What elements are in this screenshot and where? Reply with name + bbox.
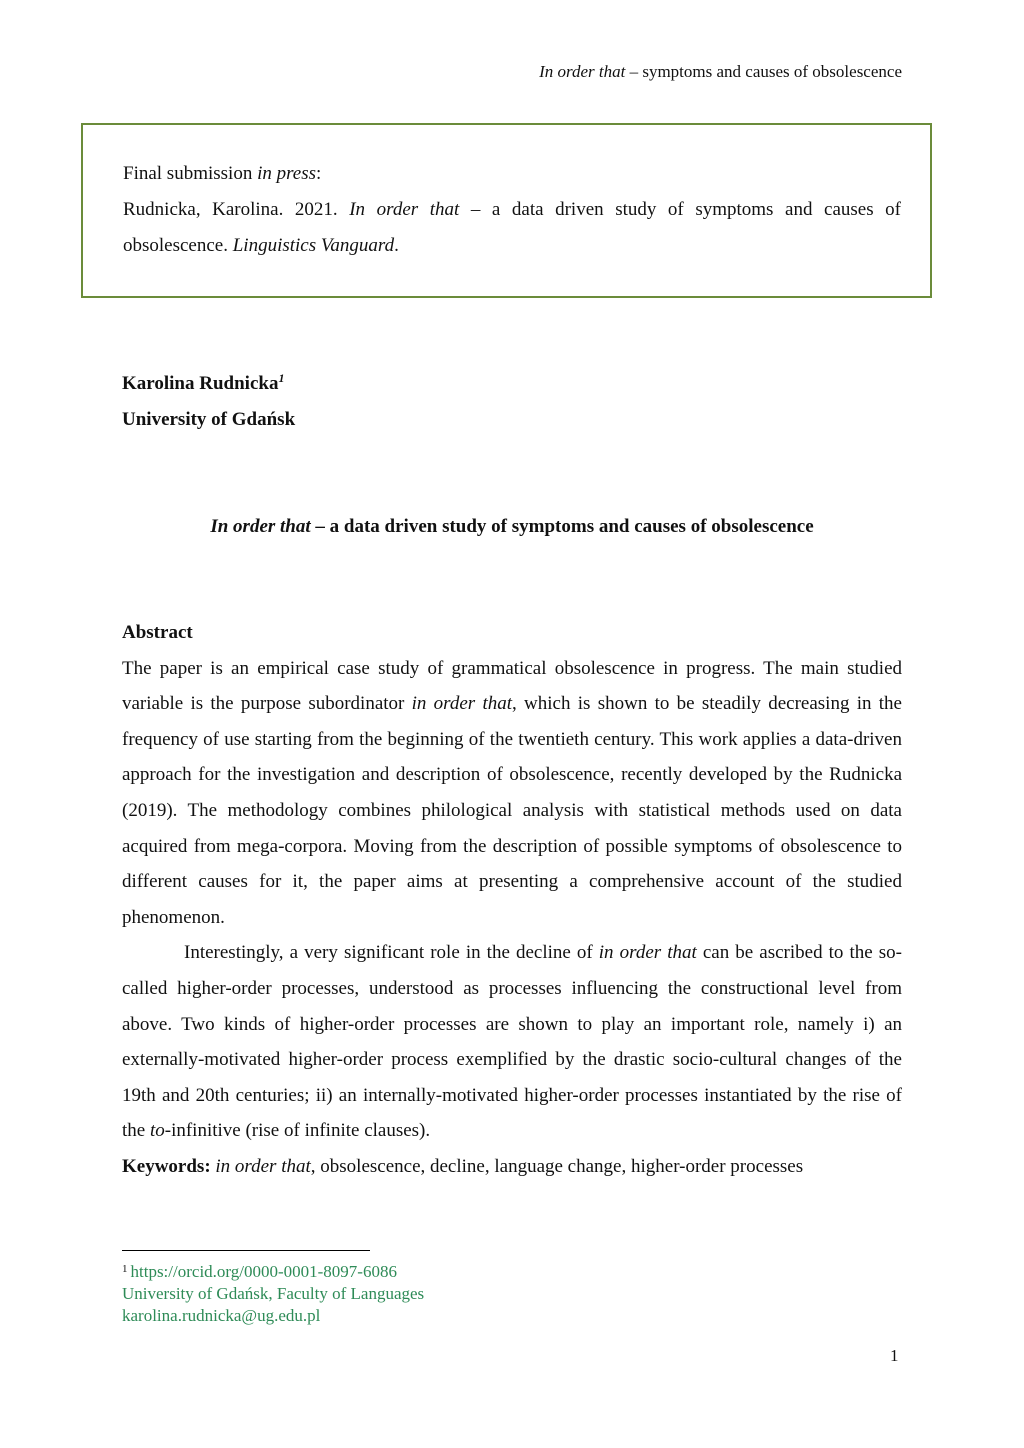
keywords-label: Keywords: [122, 1155, 211, 1177]
author-name-line [122, 366, 295, 402]
keywords-italic: in order that [215, 1155, 311, 1177]
abstract-paragraph-1 [122, 651, 902, 936]
abstract-section [122, 615, 902, 1185]
running-head-italic: In order that [539, 62, 626, 81]
abstract-p2-text-c: -infinitive (rise of infinite clauses). [164, 1120, 431, 1142]
orcid-link[interactable]: https://orcid.org/0000-0001-8097-6086 [130, 1262, 397, 1281]
abstract-p1-text-b: , which is shown to be steadily decreasing in the frequency of use starting from the beginning of the twentieth century. This work applies a data-driven approach for the investigation and description of obsolescence, recently developed by the Rudnicka (2019). The methodology combines philological analysis with statistical methods used on data acquired from mega-corpora. Moving from the description of possible symptoms of obsolescence to different causes for it, the paper aims at presenting a comprehensive account of the studied phenomenon. [122, 693, 902, 928]
author-name: Karolina Rudnicka [122, 373, 279, 394]
author-block [122, 366, 295, 438]
citation-title-italic: In order that [349, 199, 460, 220]
citation [123, 192, 901, 264]
submission-status-text: Final submission [123, 163, 258, 184]
footnote-affiliation: University of Gdańsk, Faculty of Languages [122, 1284, 425, 1303]
citation-title-rest: – a data driven study of symptoms and causes of obsolescence. [123, 199, 901, 256]
paper-title [122, 509, 902, 545]
keywords-list: , obsolescence, decline, language change, higher-order processes [310, 1155, 804, 1177]
footnote-divider [122, 1250, 370, 1251]
footnote [122, 1261, 424, 1327]
abstract-p1-text-a: The paper is an empirical case study of grammatical obsolescence in progress. The main studied variable is the purpose subordinator [122, 657, 902, 715]
footnote-marker: 1 [122, 1263, 128, 1275]
abstract-heading: Abstract [122, 622, 193, 643]
submission-status-end: : [316, 163, 322, 184]
citation-author: Rudnicka, Karolina. 2021. [123, 199, 350, 220]
citation-end: . [394, 235, 399, 256]
email-link[interactable]: karolina.rudnicka@ug.edu.pl [122, 1306, 321, 1325]
abstract-p2-italic-to: to [149, 1120, 165, 1142]
paper-title-rest: – a data driven study of symptoms and causes of obsolescence [310, 516, 814, 537]
citation-journal: Linguistics Vanguard [232, 235, 395, 256]
keywords-line [122, 1149, 902, 1185]
footnote-orcid-line [122, 1261, 424, 1283]
author-footnote-marker[interactable]: 1 [278, 371, 285, 385]
submission-status [123, 156, 901, 192]
abstract-p2-text-a: Interestingly, a very significant role in the decline of [184, 942, 599, 964]
abstract-p2-italic: in order that [598, 942, 697, 964]
submission-box [81, 123, 932, 298]
abstract-p2-text-b: can be ascribed to the so-called higher-order processes, understood as processes influencing the constructional level from above. Two kinds of higher-order processes are shown to play an important role, namely i) an externally-motivated higher-order process exemplified by the drastic socio-cultural changes of the 19th and 20th centuries; ii) an internally-motivated higher-order processes instantiated by the rise of the [122, 942, 903, 1142]
page-number: 1 [890, 1346, 899, 1365]
running-head [539, 60, 902, 84]
author-affiliation: University of Gdańsk [122, 409, 296, 430]
abstract-p1-italic: in order that [411, 693, 513, 715]
paper-title-italic: In order that [210, 516, 311, 537]
abstract-paragraph-2 [122, 935, 902, 1149]
submission-status-italic: in press [257, 163, 317, 184]
running-head-text: – symptoms and causes of obsolescence [625, 62, 902, 81]
